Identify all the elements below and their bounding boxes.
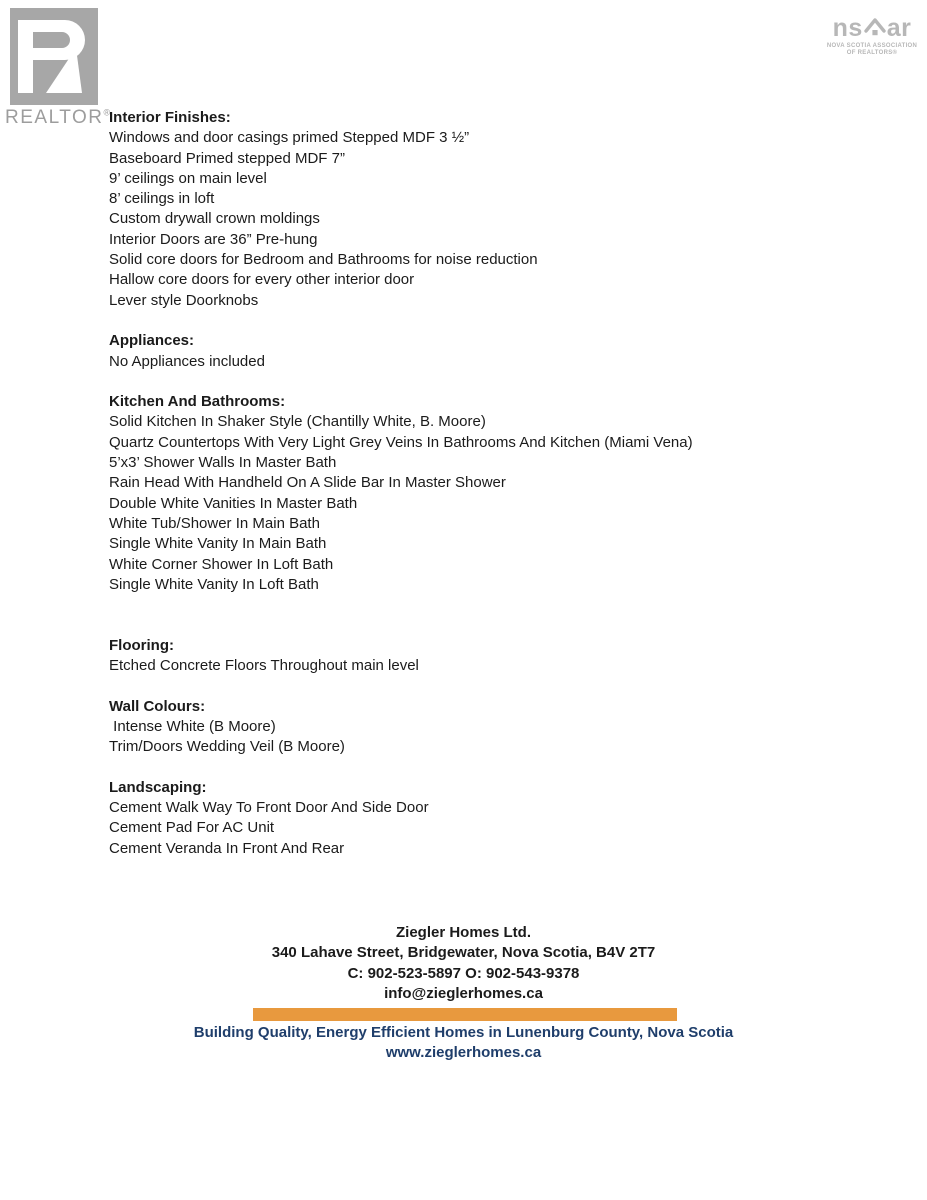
house-icon (864, 17, 886, 41)
company-website: www.zieglerhomes.ca (385, 1044, 542, 1062)
section-appliances (109, 331, 789, 372)
spec-line: 9’ ceilings on main level (109, 169, 267, 187)
spec-line: 5’x3’ Shower Walls In Master Bath (109, 454, 337, 472)
company-phones: C: 902-523-5897 O: 902-543-9378 (347, 964, 580, 982)
company-address: 340 Lahave Street, Bridgewater, Nova Scotia, B4V 2T7 (271, 944, 656, 962)
realtor-logo (5, 8, 120, 129)
spec-line: Single White Vanity In Main Bath (109, 535, 327, 553)
nsar-caption-line1: NOVA SCOTIA ASSOCIATION (826, 43, 918, 49)
spec-line: Single White Vanity In Loft Bath (109, 575, 319, 593)
spec-line: Baseboard Primed stepped MDF 7” (109, 149, 345, 167)
spec-line: Double White Vanities In Master Bath (109, 494, 358, 512)
spec-line: Rain Head With Handheld On A Slide Bar In Master Shower (109, 474, 506, 492)
sections (109, 108, 789, 859)
spec-line: Windows and door casings primed Stepped MDF 3 ½” (109, 129, 470, 147)
orange-divider-bar (253, 1008, 677, 1021)
company-email: info@zieglerhomes.ca (384, 984, 543, 1002)
spec-line: Hallow core doors for every other interior door (109, 271, 415, 289)
footer-contact (0, 923, 927, 1004)
spec-line: White Corner Shower In Loft Bath (109, 555, 334, 573)
section-heading: Landscaping: (109, 778, 207, 796)
spec-line: Cement Pad For AC Unit (109, 819, 275, 837)
realtor-block-r-icon (10, 8, 98, 105)
realtor-wordmark-text: REALTOR (5, 107, 104, 128)
section-heading: Flooring: (109, 636, 174, 654)
spec-line: Solid Kitchen In Shaker Style (Chantilly White, B. Moore) (109, 413, 486, 431)
company-name: Ziegler Homes Ltd. (395, 924, 532, 941)
nsar-logo (822, 16, 922, 57)
spec-line: Quartz Countertops With Very Light Grey Veins In Bathrooms And Kitchen (Miami Vena) (109, 433, 693, 451)
section-heading: Wall Colours: (109, 697, 206, 715)
spec-line: White Tub/Shower In Main Bath (109, 514, 320, 532)
nsar-caption-line2: OF REALTORS® (846, 50, 898, 56)
spec-line: Lever style Doorknobs (109, 291, 259, 309)
section-landscaping (109, 778, 789, 859)
spec-line: No Appliances included (109, 352, 265, 370)
spec-line: Cement Veranda In Front And Rear (109, 839, 345, 857)
registered-mark: ® (103, 107, 111, 118)
footer-tagline (0, 1023, 927, 1064)
nsar-wordmark-right: ar (886, 14, 912, 42)
realtor-wordmark (5, 107, 120, 129)
nsar-wordmark (822, 16, 922, 41)
section-kitchen-and-bathrooms (109, 392, 789, 595)
company-tagline: Building Quality, Energy Efficient Homes in Lunenburg County, Nova Scotia (193, 1024, 734, 1041)
spec-line: Intense White (B Moore) (109, 717, 276, 735)
spec-line: Solid core doors for Bedroom and Bathrooms for noise reduction (109, 251, 538, 269)
spec-line: Etched Concrete Floors Throughout main level (109, 657, 419, 675)
section-wall-colours (109, 697, 789, 758)
section-heading: Appliances: (109, 332, 195, 350)
spec-line: Trim/Doors Wedding Veil (B Moore) (109, 738, 345, 756)
section-heading: Interior Finishes: (109, 109, 231, 126)
section-heading: Kitchen And Bathrooms: (109, 393, 286, 411)
section-interior-finishes (109, 108, 789, 311)
spec-line: Custom drywall crown moldings (109, 210, 320, 228)
spec-line: Cement Walk Way To Front Door And Side Door (109, 799, 429, 817)
spec-line: 8’ ceilings in loft (109, 190, 215, 208)
nsar-wordmark-left: ns (832, 14, 863, 42)
spec-line: Interior Doors are 36” Pre-hung (109, 230, 318, 248)
section-flooring (109, 636, 789, 677)
